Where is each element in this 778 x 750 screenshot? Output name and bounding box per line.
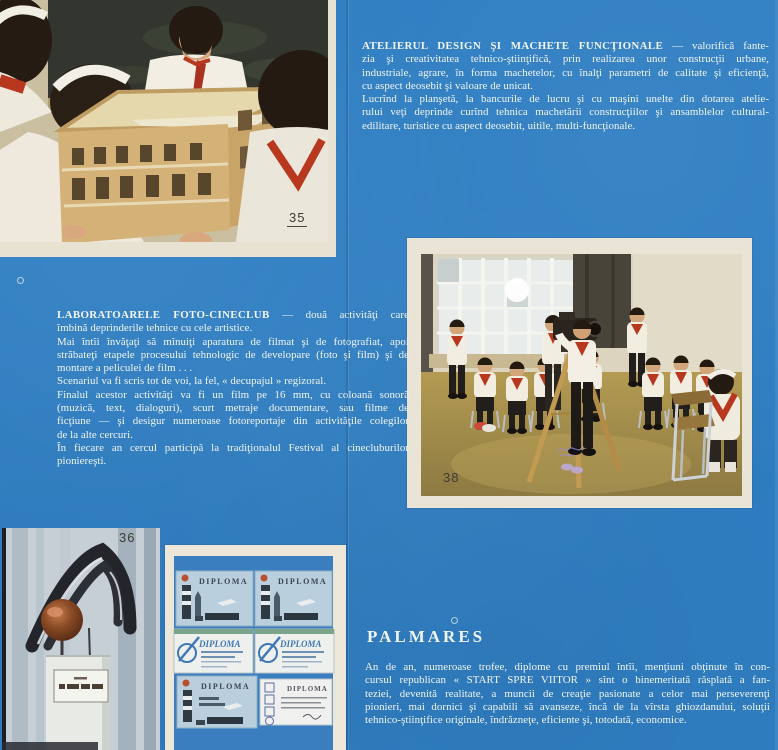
photo-number-36: 36 [119,530,136,545]
trophy-pedestal [46,656,110,750]
svg-text:DIPLOMA: DIPLOMA [278,577,328,586]
svg-text:DIPLOMA: DIPLOMA [287,685,328,693]
palmares-heading: PALMARES [367,627,486,646]
diploma-white-1 [174,629,253,673]
diploma-white-2 [255,629,334,673]
diploma-blue-3 [177,676,257,728]
svg-text:DIPLOMA: DIPLOMA [280,639,322,649]
hand [62,225,86,239]
print-speck [451,617,458,624]
print-speck [17,277,24,284]
photo-trophy [2,528,160,750]
diploma-blue-2 [255,571,332,626]
photo-diplomas-art [165,545,346,750]
photo-machete-workshop [0,0,336,257]
atelier-paragraph: ATELIERUL DESIGN ŞI MACHETE FUNCŢIONALE — valorifică fante- zia şi creativitatea tehnico-ştiinţifică, prin realizarea unor construcţii urbane, industriale, agrare, în forma machetelor, cu înalţi parametri de calitate şi eficienţă, cu aspect deosebit şi valoare de unicat. Lucrînd la planşetă, la bancurile de lucru şi cu maşini unelte din dotarea atelie- rului veţi deprinde curînd tehnica machetării construcţiilor şi ansamblelor cultural- edilitare, turistice cu aspect deosebit, uitile, multi-funcţionale. [362,40,769,132]
photo-cineclub-art [421,254,742,496]
trophy-plaque [54,670,108,702]
photo-diplomas [165,545,346,750]
svg-text:DIPLOMA: DIPLOMA [201,682,251,691]
foto-cineclub-paragraph: LABORATOARELE FOTO-CINECLUB — două activităţi care îmbină deprinderile tehnice cu cele artistice. Mai întîi învăţaţi să mînuiţi aparatura de filmat şi de fotografiat, apoi străbateţi etapele procesului tehnologic de developare (foto şi film) şi de montare a peliculei de film . . . Scenariul va fi scris tot de voi, la fel, « decupajul » regizoral. Finalul acestor activităţi va fi un film pe 16 mm, cu coloană sonoră (muzică, text, dialoguri), scurt metraje documentare, sau filme de ficţiune — şi desigur numeroase fotoreportaje din activităţile colegilor de la alte cercuri. În fiecare an cercul participă la tradiţionalul Festival al cinecluburilor pioniereşti. [57,309,409,468]
photo-number-35: 35 [289,210,306,225]
diploma-stamps [260,679,332,725]
svg-text:DIPLOMA: DIPLOMA [199,639,241,649]
diploma-blue-1 [176,571,253,626]
svg-text:DIPLOMA: DIPLOMA [199,577,249,586]
photo-trophy-art [2,528,160,750]
photo-number-38: 38 [443,470,460,485]
palmares-paragraph: An de an, numeroase trofee, diplome cu premiul întîi, menţiuni obţinute în con- cursul republican « START SPRE VIITOR » sînt o binemeritată răsplată a fan- teziei, devenită realitate, a muncii de creaţie pasionate a celor mai perseverenţi pionieri, mai dornici şi capabili să avanseze, încă de la vîrsta ghiozdanului, soluţii tehnico-ştiinţifice originale, îndrăzneţe, eficiente şi, totodată, economice. [365,661,770,727]
child-left-top [0,0,52,132]
photo-cineclub [407,238,752,508]
slipper [571,467,583,474]
photo-machete-workshop-art [0,0,336,257]
